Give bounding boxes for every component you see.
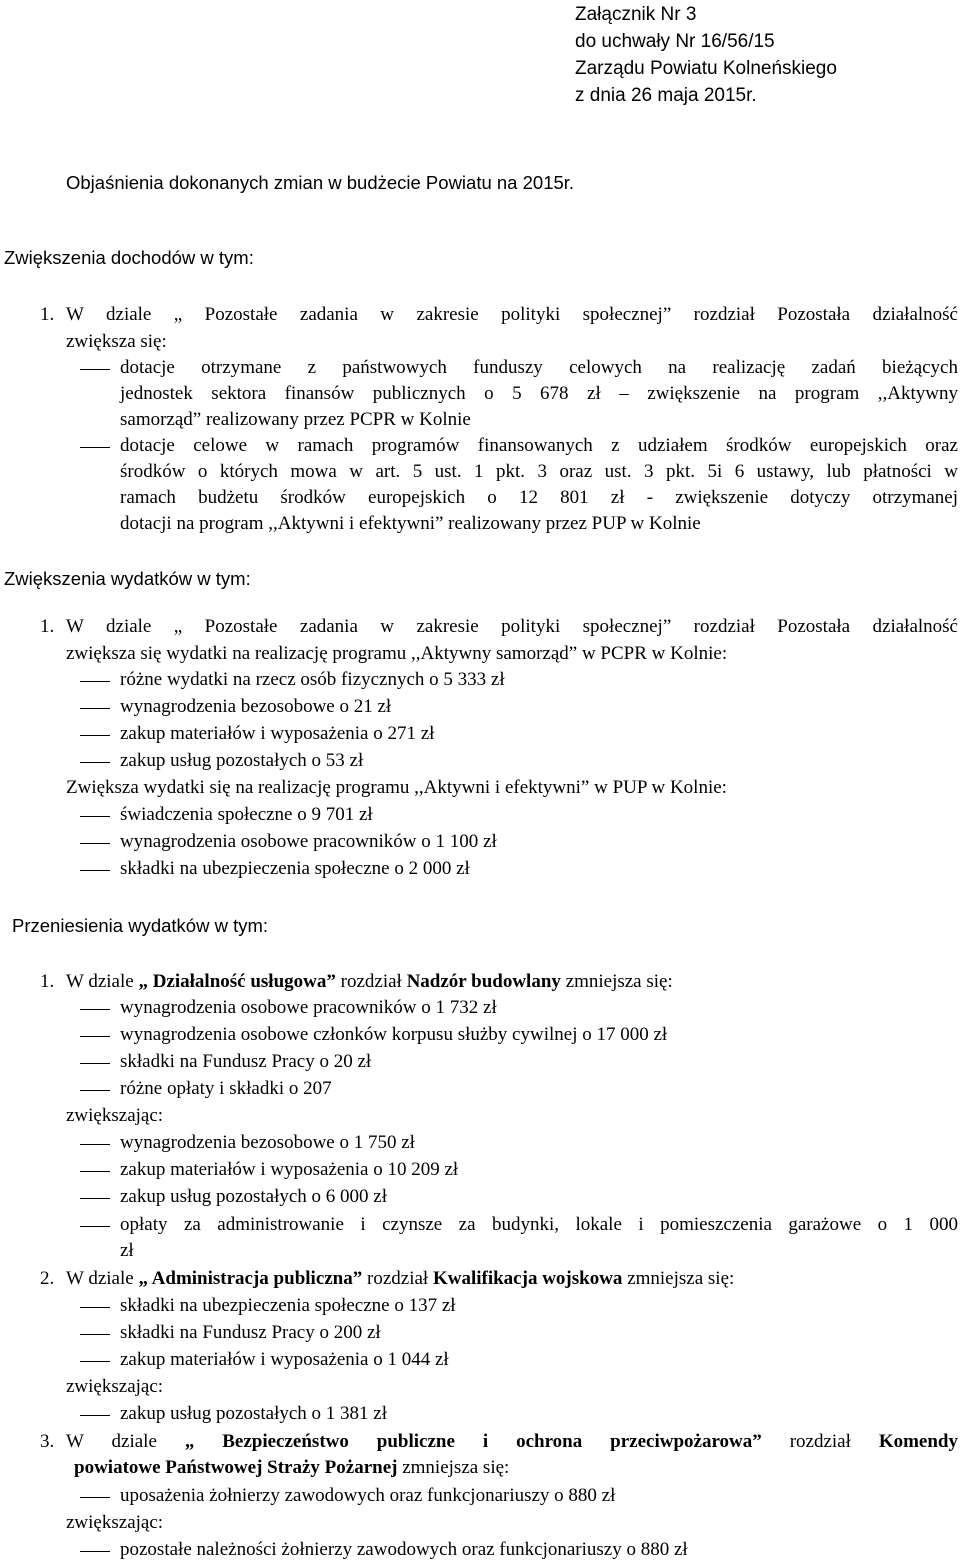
dash-bullet [80,1144,110,1145]
list-item: składki na ubezpieczenia społeczne o 2 000 zł [120,858,470,879]
dash-bullet [80,870,110,871]
list-item: samorząd” realizowany przez PCPR w Kolnie [120,409,471,430]
list-item: zakup usług pozostałych o 53 zł [120,750,364,771]
list-item: środków o których mowa w art. 5 ust. 1 pkt. 3 oraz ust. 3 pkt. 5i 6 ustawy, lub płatności w [120,461,958,482]
dash-bullet [80,735,110,736]
list-item: ramach budżetu środków europejskich o 12 801 zł - zwiększenie dotyczy otrzymanej [120,487,958,508]
section-heading-expenses: Zwiększenia wydatków w tym: [4,568,251,589]
item-text: zwiększając: [66,1512,164,1533]
header-line-4: z dnia 26 maja 2015r. [575,85,757,106]
dash-bullet [80,447,110,448]
list-item: różne opłaty i składki o 207 [120,1078,332,1099]
header-line-1: Załącznik Nr 3 [575,4,697,25]
section-heading-income: Zwiększenia dochodów w tym: [4,247,254,268]
item-number: 1. [40,304,55,325]
item-number: 1. [40,971,55,992]
dash-bullet [80,1036,110,1037]
list-item: pozostałe należności żołnierzy zawodowych oraz funkcjonariuszy o 880 zł [120,1539,688,1560]
list-item: uposażenia żołnierzy zawodowych oraz funkcjonariuszy o 880 zł [120,1485,616,1506]
list-item: zakup usług pozostałych o 1 381 zł [120,1403,388,1424]
list-item: zakup usług pozostałych o 6 000 zł [120,1186,388,1207]
dash-bullet [80,1090,110,1091]
list-item: wynagrodzenia osobowe członków korpusu służby cywilnej o 17 000 zł [120,1024,668,1045]
section-heading-transfers: Przeniesienia wydatków w tym: [12,915,269,936]
list-item: składki na ubezpieczenia społeczne o 137 zł [120,1295,456,1316]
dash-bullet [80,1497,110,1498]
list-item: zakup materiałów i wyposażenia o 10 209 zł [120,1159,459,1180]
list-item: składki na Fundusz Pracy o 20 zł [120,1051,372,1072]
list-item: zł [120,1240,134,1261]
item-text: W dziale „ Bezpieczeństwo publiczne i ochrona przeciwpożarowa” rozdział Komendy [66,1431,958,1452]
list-item: wynagrodzenia osobowe pracowników o 1 100 zł [120,831,497,852]
list-item: wynagrodzenia bezosobowe o 21 zł [120,696,392,717]
list-item: dotacje celowe w ramach programów finansowanych z udziałem środków europejskich oraz [120,435,958,456]
dash-bullet [80,762,110,763]
list-item: świadczenia społeczne o 9 701 zł [120,804,373,825]
item-number: 1. [40,616,55,637]
item-text: zwiększając: [66,1376,164,1397]
dash-bullet [80,1334,110,1335]
dash-bullet [80,681,110,682]
list-item: zakup materiałów i wyposażenia o 271 zł [120,723,435,744]
dash-bullet [80,1415,110,1416]
list-item: zakup materiałów i wyposażenia o 1 044 zł [120,1349,449,1370]
list-item: różne wydatki na rzecz osób fizycznych o 5 333 zł [120,669,505,690]
item-text: Zwiększa wydatki się na realizację programu ,,Aktywni i efektywni” w PUP w Kolnie: [66,777,727,798]
item-text: W dziale „ Działalność usługowa” rozdział Nadzór budowlany zmniejsza się: [66,971,673,992]
item-text: W dziale „ Pozostałe zadania w zakresie polityki społecznej” rozdział Pozostała działalność [66,304,958,325]
dash-bullet [80,816,110,817]
dash-bullet [80,1171,110,1172]
dash-bullet [80,1009,110,1010]
list-item: wynagrodzenia osobowe pracowników o 1 732 zł [120,997,497,1018]
list-item: opłaty za administrowanie i czynsze za budynki, lokale i pomieszczenia garażowe o 1 000 [120,1214,958,1235]
item-text: zwiększa się: [66,331,167,352]
dash-bullet [80,708,110,709]
dash-bullet [80,1551,110,1552]
list-item: składki na Fundusz Pracy o 200 zł [120,1322,381,1343]
item-number: 2. [40,1268,55,1289]
list-item: dotacje otrzymane z państwowych funduszy celowych na realizację zadań bieżących [120,357,958,378]
dash-bullet [80,1063,110,1064]
dash-bullet [80,1307,110,1308]
document-title: Objaśnienia dokonanych zmian w budżecie Powiatu na 2015r. [66,172,575,193]
header-line-2: do uchwały Nr 16/56/15 [575,31,775,52]
list-item: wynagrodzenia bezosobowe o 1 750 zł [120,1132,415,1153]
dash-bullet [80,1198,110,1199]
header-line-3: Zarządu Powiatu Kolneńskiego [575,58,837,79]
dash-bullet [80,369,110,370]
item-text: zwiększając: [66,1105,164,1126]
dash-bullet [80,1226,110,1227]
item-text: W dziale „ Administracja publiczna” rozdział Kwalifikacja wojskowa zmniejsza się: [66,1268,735,1289]
list-item: dotacji na program ,,Aktywni i efektywni” realizowany przez PUP w Kolnie [120,513,701,534]
item-text: W dziale „ Pozostałe zadania w zakresie polityki społecznej” rozdział Pozostała działalność [66,616,958,637]
dash-bullet [80,843,110,844]
list-item: jednostek sektora finansów publicznych o 5 678 zł – zwiększenie na program ,,Aktywny [120,383,958,404]
item-text: powiatowe Państwowej Straży Pożarnej zmniejsza się: [74,1457,510,1478]
item-number: 3. [40,1431,55,1452]
dash-bullet [80,1361,110,1362]
item-text: zwiększa się wydatki na realizację programu ,,Aktywny samorząd” w PCPR w Kolnie: [66,643,728,664]
